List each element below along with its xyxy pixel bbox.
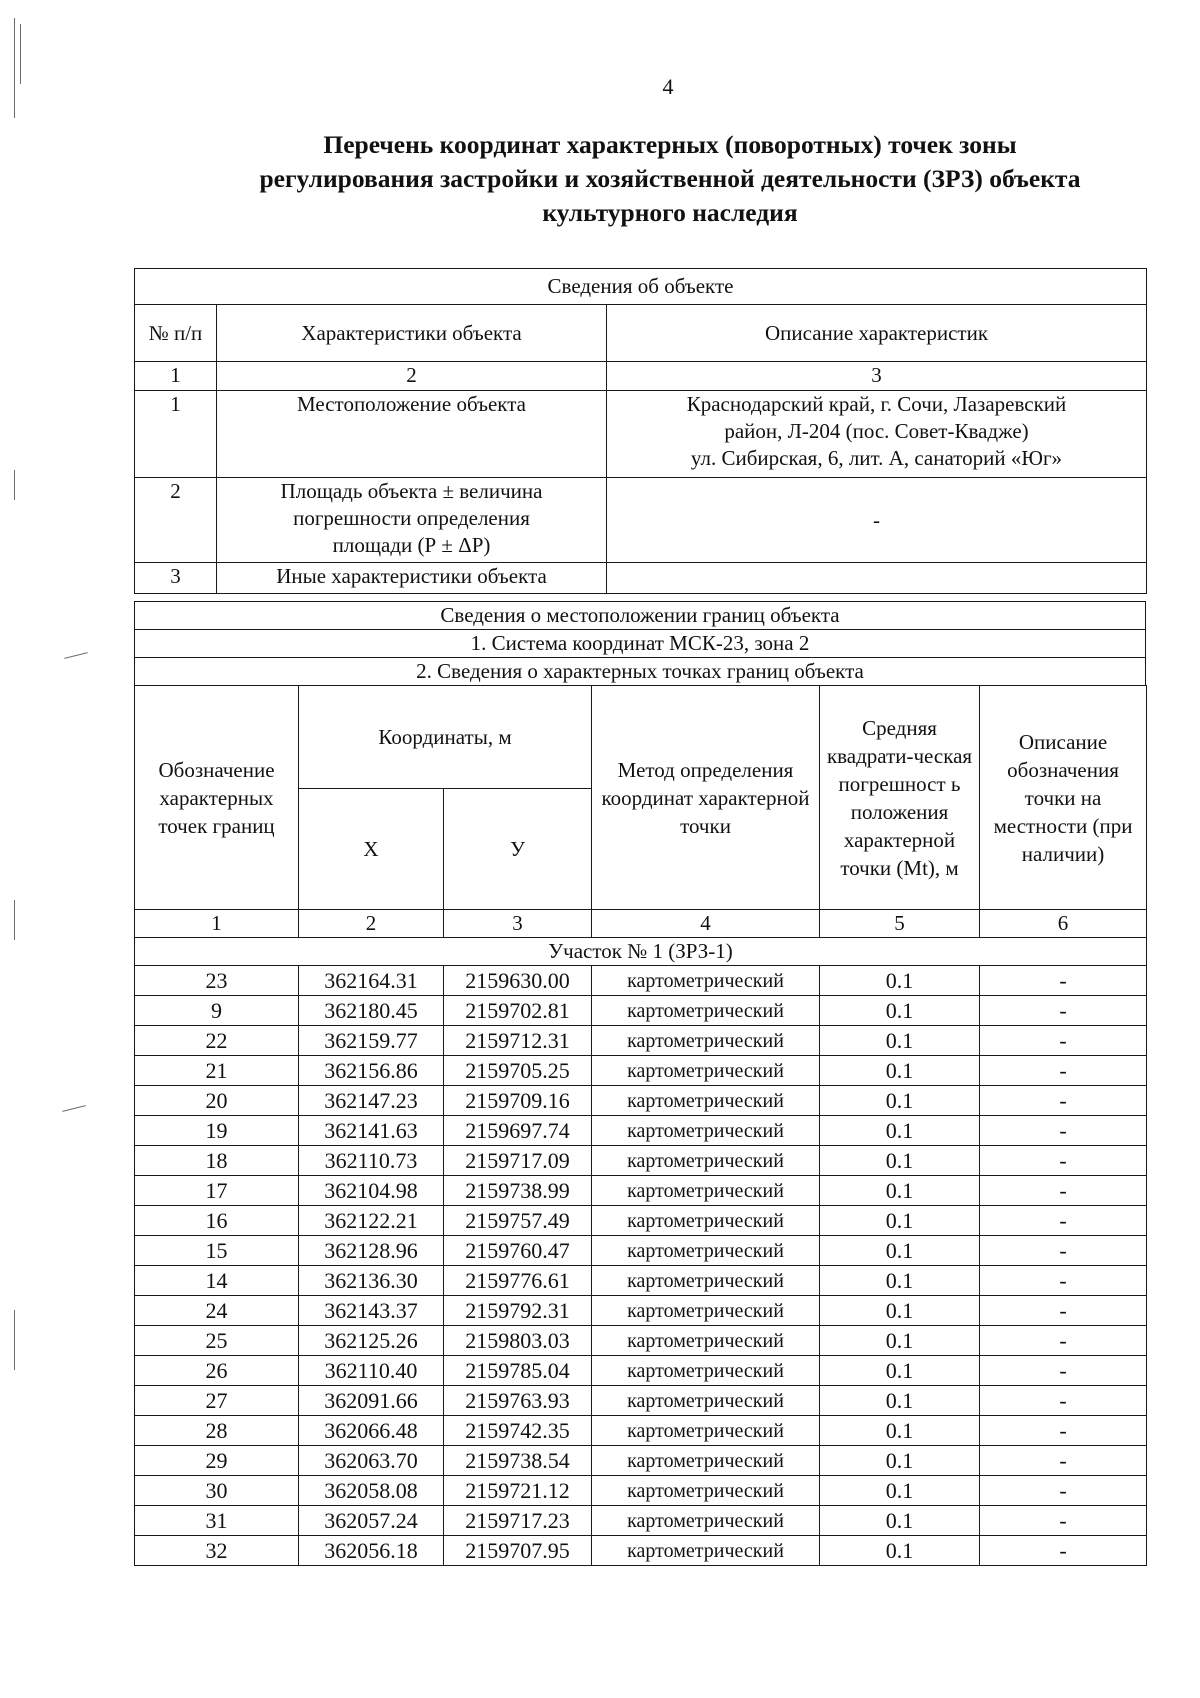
point-description-cell: - <box>980 1176 1147 1206</box>
point-designation: 14 <box>135 1266 299 1296</box>
accuracy-cell: 0.1 <box>820 1086 980 1116</box>
point-designation: 16 <box>135 1206 299 1236</box>
row-number: 2 <box>135 478 217 563</box>
coordinate-y: 2159785.04 <box>444 1356 592 1386</box>
column-header-method: Метод определения координат характерной точки <box>592 686 820 910</box>
point-description-cell: - <box>980 1296 1147 1326</box>
point-designation: 21 <box>135 1056 299 1086</box>
point-description-cell: - <box>980 1386 1147 1416</box>
method-cell: картометрический <box>592 996 820 1026</box>
points-body <box>135 966 1147 1566</box>
point-description-cell: - <box>980 1206 1147 1236</box>
column-header-point-description: Описание обозначения точки на местности (при наличии) <box>980 686 1147 910</box>
coordinate-x: 362125.26 <box>299 1326 444 1356</box>
section-header: Сведения об объекте <box>135 269 1147 305</box>
coordinate-y: 2159712.31 <box>444 1026 592 1056</box>
accuracy-cell: 0.1 <box>820 1236 980 1266</box>
coordinate-y: 2159760.47 <box>444 1236 592 1266</box>
accuracy-cell: 0.1 <box>820 1176 980 1206</box>
column-header-designation: Обозначение характерных точек границ <box>135 686 299 910</box>
coordinate-x: 362141.63 <box>299 1116 444 1146</box>
point-description-cell: - <box>980 1146 1147 1176</box>
characteristic-cell <box>217 478 607 563</box>
method-cell: картометрический <box>592 1236 820 1266</box>
column-header-x: X <box>299 789 444 910</box>
method-cell: картометрический <box>592 1296 820 1326</box>
column-header-row <box>135 305 1147 362</box>
characteristic-cell: Иные характеристики объекта <box>217 563 607 594</box>
accuracy-cell: 0.1 <box>820 1446 980 1476</box>
method-cell: картометрический <box>592 1146 820 1176</box>
point-designation: 20 <box>135 1086 299 1116</box>
coordinate-y: 2159697.74 <box>444 1116 592 1146</box>
coordinate-system: 1. Система координат МСК-23, зона 2 <box>135 630 1146 658</box>
table-row <box>135 1206 1147 1236</box>
point-description-cell: - <box>980 1086 1147 1116</box>
method-cell: картометрический <box>592 1206 820 1236</box>
table-row <box>135 1176 1147 1206</box>
section-title: Участок № 1 (ЗРЗ-1) <box>135 938 1147 966</box>
point-designation: 25 <box>135 1326 299 1356</box>
point-designation: 29 <box>135 1446 299 1476</box>
row-number: 3 <box>135 563 217 594</box>
coordinate-y: 2159803.03 <box>444 1326 592 1356</box>
points-header-row <box>135 686 1147 789</box>
column-number-row <box>135 910 1147 938</box>
column-number: 1 <box>135 910 299 938</box>
table-row <box>135 996 1147 1026</box>
object-row <box>135 391 1147 478</box>
coordinate-x: 362104.98 <box>299 1176 444 1206</box>
column-header-y: У <box>444 789 592 910</box>
coordinate-y: 2159757.49 <box>444 1206 592 1236</box>
accuracy-cell: 0.1 <box>820 1386 980 1416</box>
description-cell: - <box>607 478 1147 563</box>
column-header-accuracy: Средняя квадрати-ческая погрешност ь положения характерной точки (Мt), м <box>820 686 980 910</box>
table-row <box>135 1416 1147 1446</box>
column-number: 3 <box>444 910 592 938</box>
point-description-cell: - <box>980 1026 1147 1056</box>
table-row <box>135 1356 1147 1386</box>
table-row <box>135 1506 1147 1536</box>
method-cell: картометрический <box>592 1416 820 1446</box>
accuracy-cell: 0.1 <box>820 1536 980 1566</box>
description-cell <box>607 563 1147 594</box>
method-cell: картометрический <box>592 1446 820 1476</box>
coordinate-x: 362110.73 <box>299 1146 444 1176</box>
coordinate-x: 362057.24 <box>299 1506 444 1536</box>
point-designation: 19 <box>135 1116 299 1146</box>
title-line: культурного наследия <box>542 198 798 227</box>
table-row <box>135 1476 1147 1506</box>
accuracy-cell: 0.1 <box>820 996 980 1026</box>
coordinate-y: 2159738.54 <box>444 1446 592 1476</box>
accuracy-cell: 0.1 <box>820 1356 980 1386</box>
method-cell: картометрический <box>592 1506 820 1536</box>
point-description-cell: - <box>980 1056 1147 1086</box>
coordinate-x: 362066.48 <box>299 1416 444 1446</box>
coordinate-y: 2159717.09 <box>444 1146 592 1176</box>
table-row <box>135 1296 1147 1326</box>
table-row <box>135 1026 1147 1056</box>
description-line: Краснодарский край, г. Сочи, Лазаревский <box>686 392 1067 416</box>
point-description-cell: - <box>980 1506 1147 1536</box>
point-designation: 17 <box>135 1176 299 1206</box>
point-designation: 15 <box>135 1236 299 1266</box>
method-cell: картометрический <box>592 1386 820 1416</box>
method-cell: картометрический <box>592 1086 820 1116</box>
method-cell: картометрический <box>592 1116 820 1146</box>
accuracy-cell: 0.1 <box>820 1206 980 1236</box>
point-description-cell: - <box>980 1476 1147 1506</box>
points-table <box>134 685 1147 1566</box>
document-title <box>190 128 1150 230</box>
location-header-row <box>135 602 1146 630</box>
coordinate-x: 362128.96 <box>299 1236 444 1266</box>
accuracy-cell: 0.1 <box>820 1266 980 1296</box>
coordinate-y: 2159630.00 <box>444 966 592 996</box>
accuracy-cell: 0.1 <box>820 1296 980 1326</box>
scan-artifact-mark <box>64 652 88 659</box>
method-cell: картометрический <box>592 1476 820 1506</box>
location-section-header: Сведения о местоположении границ объекта <box>135 602 1146 630</box>
coordinate-y: 2159792.31 <box>444 1296 592 1326</box>
table-row <box>135 1326 1147 1356</box>
title-line: Перечень координат характерных (поворотных) точек зоны <box>323 130 1017 159</box>
accuracy-cell: 0.1 <box>820 1146 980 1176</box>
description-line: район, Л-204 (пос. Совет-Квадже) <box>724 419 1029 443</box>
coordinate-y: 2159709.16 <box>444 1086 592 1116</box>
point-description-cell: - <box>980 1236 1147 1266</box>
accuracy-cell: 0.1 <box>820 1116 980 1146</box>
point-description-cell: - <box>980 1446 1147 1476</box>
coordinate-y: 2159705.25 <box>444 1056 592 1086</box>
scan-artifact-mark <box>14 470 15 500</box>
point-description-cell: - <box>980 966 1147 996</box>
accuracy-cell: 0.1 <box>820 1416 980 1446</box>
characteristic-line: площади (Р ± ΔР) <box>332 533 491 557</box>
accuracy-cell: 0.1 <box>820 1056 980 1086</box>
accuracy-cell: 0.1 <box>820 1476 980 1506</box>
method-cell: картометрический <box>592 1266 820 1296</box>
title-line: регулирования застройки и хозяйственной деятельности (ЗРЗ) объекта <box>259 164 1081 193</box>
object-row <box>135 478 1147 563</box>
point-designation: 9 <box>135 996 299 1026</box>
coordinate-x: 362110.40 <box>299 1356 444 1386</box>
scan-artifact-mark <box>14 1310 15 1370</box>
accuracy-cell: 0.1 <box>820 966 980 996</box>
table-row <box>135 1266 1147 1296</box>
coordinate-system-row <box>135 630 1146 658</box>
method-cell: картометрический <box>592 1356 820 1386</box>
coordinate-x: 362159.77 <box>299 1026 444 1056</box>
row-number: 1 <box>135 391 217 478</box>
table-row <box>135 1056 1147 1086</box>
column-number: 1 <box>135 362 217 391</box>
table-row <box>135 966 1147 996</box>
coordinate-y: 2159717.23 <box>444 1506 592 1536</box>
column-header-description: Описание характеристик <box>607 305 1147 362</box>
coordinate-x: 362164.31 <box>299 966 444 996</box>
location-info-table <box>134 601 1146 686</box>
description-cell <box>607 391 1147 478</box>
scan-artifact-mark <box>14 900 15 940</box>
points-section-header: 2. Сведения о характерных точках границ объекта <box>135 658 1146 686</box>
method-cell: картометрический <box>592 1056 820 1086</box>
characteristic-line: погрешности определения <box>293 506 530 530</box>
table-row <box>135 1536 1147 1566</box>
coordinate-y: 2159702.81 <box>444 996 592 1026</box>
scan-artifact-mark <box>14 18 15 118</box>
object-row <box>135 563 1147 594</box>
column-number: 5 <box>820 910 980 938</box>
coordinate-x: 362122.21 <box>299 1206 444 1236</box>
coordinate-y: 2159721.12 <box>444 1476 592 1506</box>
point-description-cell: - <box>980 1416 1147 1446</box>
page-number: 4 <box>662 74 674 99</box>
point-designation: 18 <box>135 1146 299 1176</box>
coordinate-x: 362136.30 <box>299 1266 444 1296</box>
point-designation: 31 <box>135 1506 299 1536</box>
point-description-cell: - <box>980 1536 1147 1566</box>
scan-artifact-mark <box>62 1105 86 1112</box>
method-cell: картометрический <box>592 966 820 996</box>
point-description-cell: - <box>980 1266 1147 1296</box>
coordinate-x: 362156.86 <box>299 1056 444 1086</box>
method-cell: картометрический <box>592 1026 820 1056</box>
point-designation: 28 <box>135 1416 299 1446</box>
column-number: 4 <box>592 910 820 938</box>
coordinate-y: 2159742.35 <box>444 1416 592 1446</box>
column-number: 2 <box>299 910 444 938</box>
characteristic-cell: Местоположение объекта <box>217 391 607 478</box>
coordinate-x: 362063.70 <box>299 1446 444 1476</box>
column-number: 6 <box>980 910 1147 938</box>
table-row <box>135 1086 1147 1116</box>
column-number-row <box>135 362 1147 391</box>
point-designation: 22 <box>135 1026 299 1056</box>
column-number: 2 <box>217 362 607 391</box>
point-designation: 23 <box>135 966 299 996</box>
coordinate-y: 2159763.93 <box>444 1386 592 1416</box>
coordinate-x: 362091.66 <box>299 1386 444 1416</box>
section-title-row <box>135 938 1147 966</box>
coordinate-x: 362147.23 <box>299 1086 444 1116</box>
point-description-cell: - <box>980 1356 1147 1386</box>
coordinate-x: 362180.45 <box>299 996 444 1026</box>
column-header-characteristic: Характеристики объекта <box>217 305 607 362</box>
section-header-row <box>135 269 1147 305</box>
characteristic-line: Площадь объекта ± величина <box>280 479 543 503</box>
points-header-row <box>135 658 1146 686</box>
coordinate-x: 362056.18 <box>299 1536 444 1566</box>
description-line: ул. Сибирская, 6, лит. А, санаторий «Юг» <box>690 446 1063 470</box>
table-row <box>135 1236 1147 1266</box>
point-designation: 26 <box>135 1356 299 1386</box>
accuracy-cell: 0.1 <box>820 1326 980 1356</box>
column-header-num: № п/п <box>135 305 217 362</box>
point-description-cell: - <box>980 996 1147 1026</box>
method-cell: картометрический <box>592 1176 820 1206</box>
table-row <box>135 1146 1147 1176</box>
column-number: 3 <box>607 362 1147 391</box>
point-designation: 32 <box>135 1536 299 1566</box>
point-designation: 27 <box>135 1386 299 1416</box>
object-info-table <box>134 268 1147 594</box>
accuracy-cell: 0.1 <box>820 1506 980 1536</box>
point-description-cell: - <box>980 1116 1147 1146</box>
coordinate-x: 362058.08 <box>299 1476 444 1506</box>
point-description-cell: - <box>980 1326 1147 1356</box>
coordinate-y: 2159738.99 <box>444 1176 592 1206</box>
column-header-coordinates: Координаты, м <box>299 686 592 789</box>
table-row <box>135 1386 1147 1416</box>
point-designation: 30 <box>135 1476 299 1506</box>
method-cell: картометрический <box>592 1536 820 1566</box>
coordinate-y: 2159707.95 <box>444 1536 592 1566</box>
point-designation: 24 <box>135 1296 299 1326</box>
coordinate-x: 362143.37 <box>299 1296 444 1326</box>
table-row <box>135 1116 1147 1146</box>
method-cell: картометрический <box>592 1326 820 1356</box>
table-row <box>135 1446 1147 1476</box>
accuracy-cell: 0.1 <box>820 1026 980 1056</box>
coordinate-y: 2159776.61 <box>444 1266 592 1296</box>
